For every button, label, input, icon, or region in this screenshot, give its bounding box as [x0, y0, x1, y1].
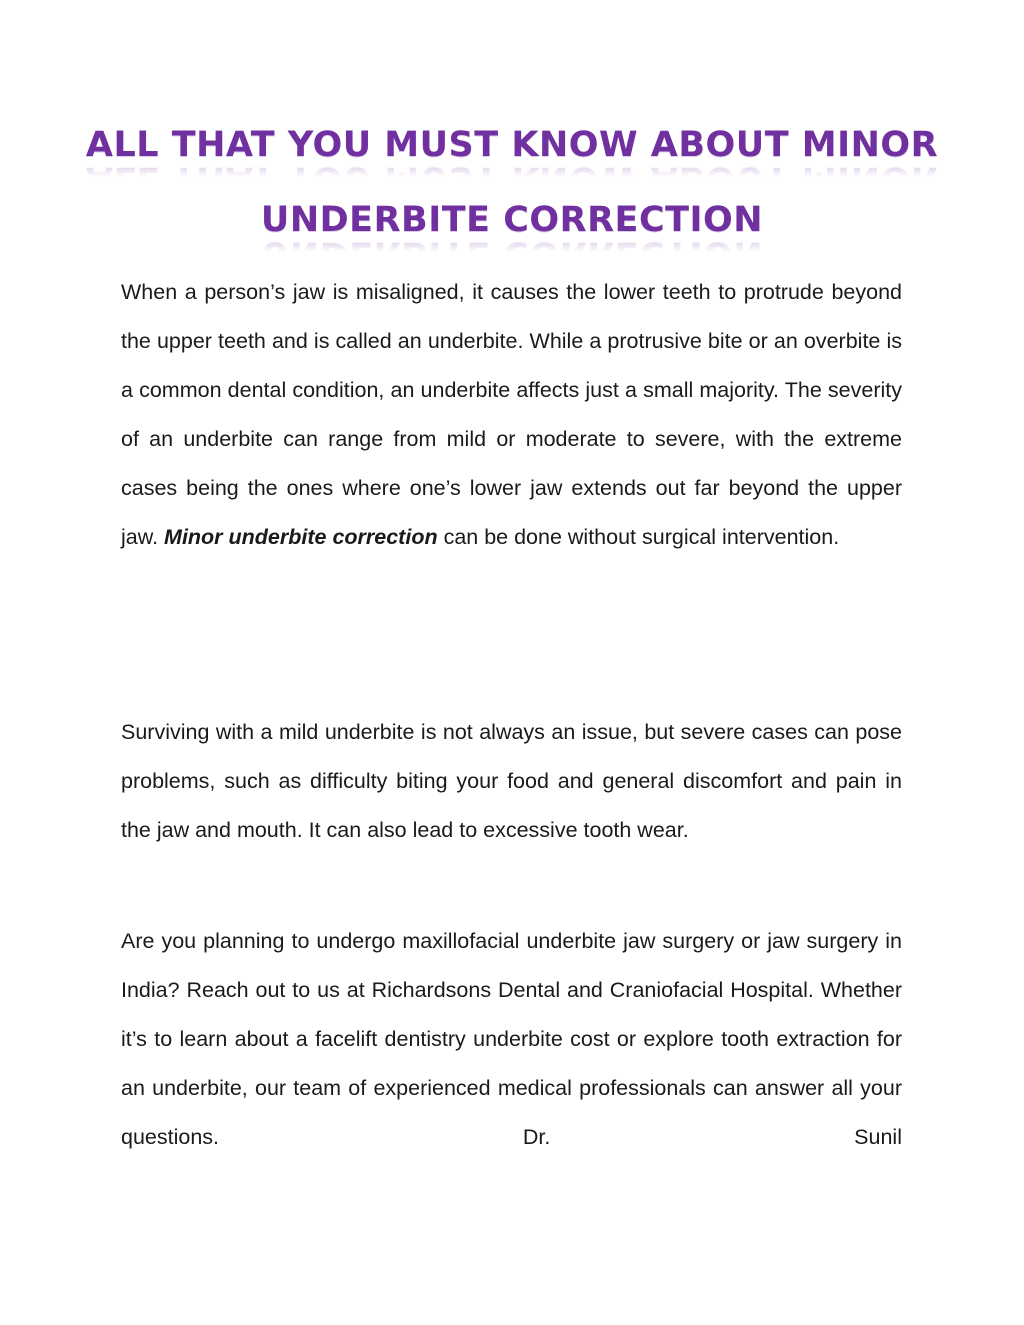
paragraph-mild-underbite	[121, 708, 902, 855]
document-title-line-2: UNDERBITE CORRECTION	[260, 200, 764, 240]
paragraph-intro	[121, 268, 902, 562]
paragraph-intro-text: When a person’s jaw is misaligned, it causes the lower teeth to protrude beyond the upper teeth and is called an underbite. While a protrusive bite or an overbite is a common dental condition, an underbite affects just a small majority. The severity of an underbite can range from mild or moderate to severe, with the extreme cases being the ones where one’s lower jaw extends out far beyond the upper jaw.	[121, 280, 902, 549]
paragraph-mild-underbite-text: Surviving with a mild underbite is not always an issue, but severe cases can pose problems, such as difficulty biting your food and general discomfort and pain in the jaw and mouth. It can also lead to excessive tooth wear.	[121, 720, 902, 842]
document-title-line-1: ALL THAT YOU MUST KNOW ABOUT MINOR	[85, 125, 939, 165]
paragraph-jaw-surgery-text: Are you planning to undergo maxillofacial underbite jaw surgery or jaw surgery in India? Reach out to us at Richardsons Dental and Craniofacial Hospital. Whether it’s to learn about a facelift dentistry underbite cost or explore tooth extraction for an underbite, our team of experienced medical professionals can answer all your questions. Dr. Sunil	[121, 929, 902, 1149]
paragraph-jaw-surgery	[121, 917, 902, 1162]
paragraph-intro-text-end: can be done without surgical intervention.	[437, 525, 840, 549]
minor-underbite-correction-link[interactable]: Minor underbite correction	[164, 525, 438, 549]
